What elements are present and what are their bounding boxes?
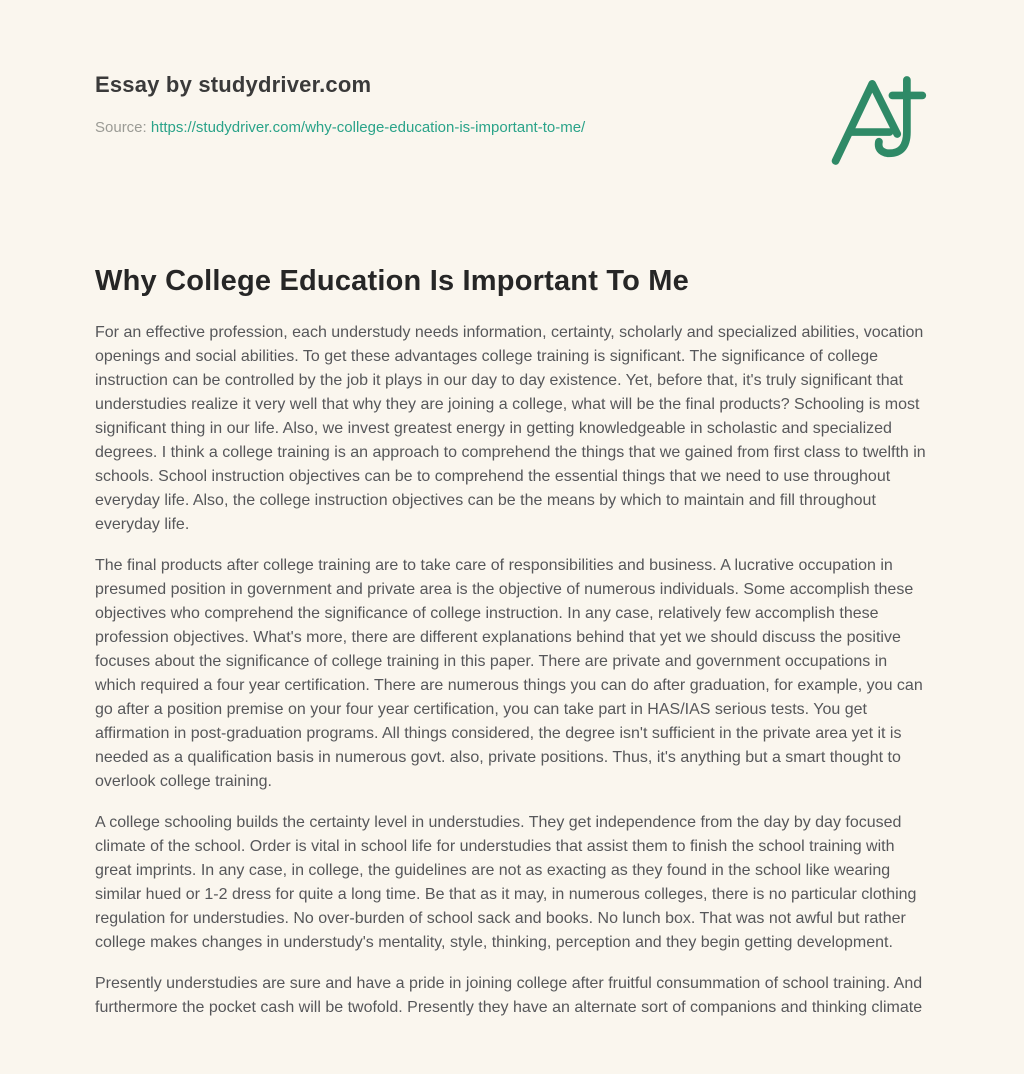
essay-content xyxy=(95,263,930,1020)
header-text-block xyxy=(95,72,585,136)
site-title: Essay by studydriver.com xyxy=(95,72,372,97)
source-line xyxy=(95,119,585,136)
essay-paragraph-1: For an effective profession, each understudy needs information, certainty, scholarly and specialized abilities, vocation openings and social abilities. To get these advantages college training is significant. The significance of college instruction can be controlled by the job it plays in our day to day existence. Yet, before that, it's truly significant that understudies realize it very well that why they are joining a college, what will be the final products? Schooling is most significant thing in our life. Also, we invest greatest energy in getting knowledgeable in scholastic and specialized degrees. I think a college training is an approach to comprehend the things that we gained from first class to twelfth in schools. School instruction objectives can be to comprehend the essential things that we need to use throughout everyday life. Also, the college instruction objectives can be the means by which to maintain and fill throughout everyday life. xyxy=(95,324,926,533)
essay-paragraph-4: Presently understudies are sure and have a pride in joining college after fruitful consummation of school training. And furthermore the pocket cash will be twofold. Presently they have an alternate sort of companions and thinking climate xyxy=(95,975,923,1016)
essay-paragraph-3: A college schooling builds the certainty level in understudies. They get independence from the day by day focused climate of the school. Order is vital in school life for understudies that assist them to finish the school training with great imprints. In any case, in college, the guidelines are not as exacting as they found in the school like wearing similar hued or 1-2 dress for quite a long time. Be that as it may, in numerous colleges, there is no particular clothing regulation for understudies. No over-burden of school sack and books. No lunch box. That was not awful but rather college makes changes in understudy's mentality, style, thinking, perception and they begin getting development. xyxy=(95,814,917,951)
studydriver-logo-icon xyxy=(824,74,930,166)
source-label: Source: xyxy=(95,119,147,136)
essay-paragraph-2: The final products after college training are to take care of responsibilities and business. A lucrative occupation in presumed position in government and private area is the objective of numerous individuals. Some accomplish these objectives who comprehend the significance of college instruction. In any case, relatively few accomplish these profession objectives. What's more, there are different explanations behind that yet we should discuss the positive focuses about the significance of college training in this paper. There are private and government occupations in which required a four year certification. There are numerous things you can do after graduation, for example, you can go after a position premise on your four year certification, you can take part in HAS/IAS serious tests. You get affirmation in post-graduation programs. All things considered, the degree isn't sufficient in the private area yet it is needed as a qualification basis in numerous govt. also, private positions. Thus, it's anything but a smart thought to overlook college training. xyxy=(95,557,923,790)
page-header xyxy=(95,72,930,167)
source-link[interactable]: https://studydriver.com/why-college-education-is-important-to-me/ xyxy=(150,119,586,136)
essay-title: Why College Education Is Important To Me xyxy=(95,265,689,297)
